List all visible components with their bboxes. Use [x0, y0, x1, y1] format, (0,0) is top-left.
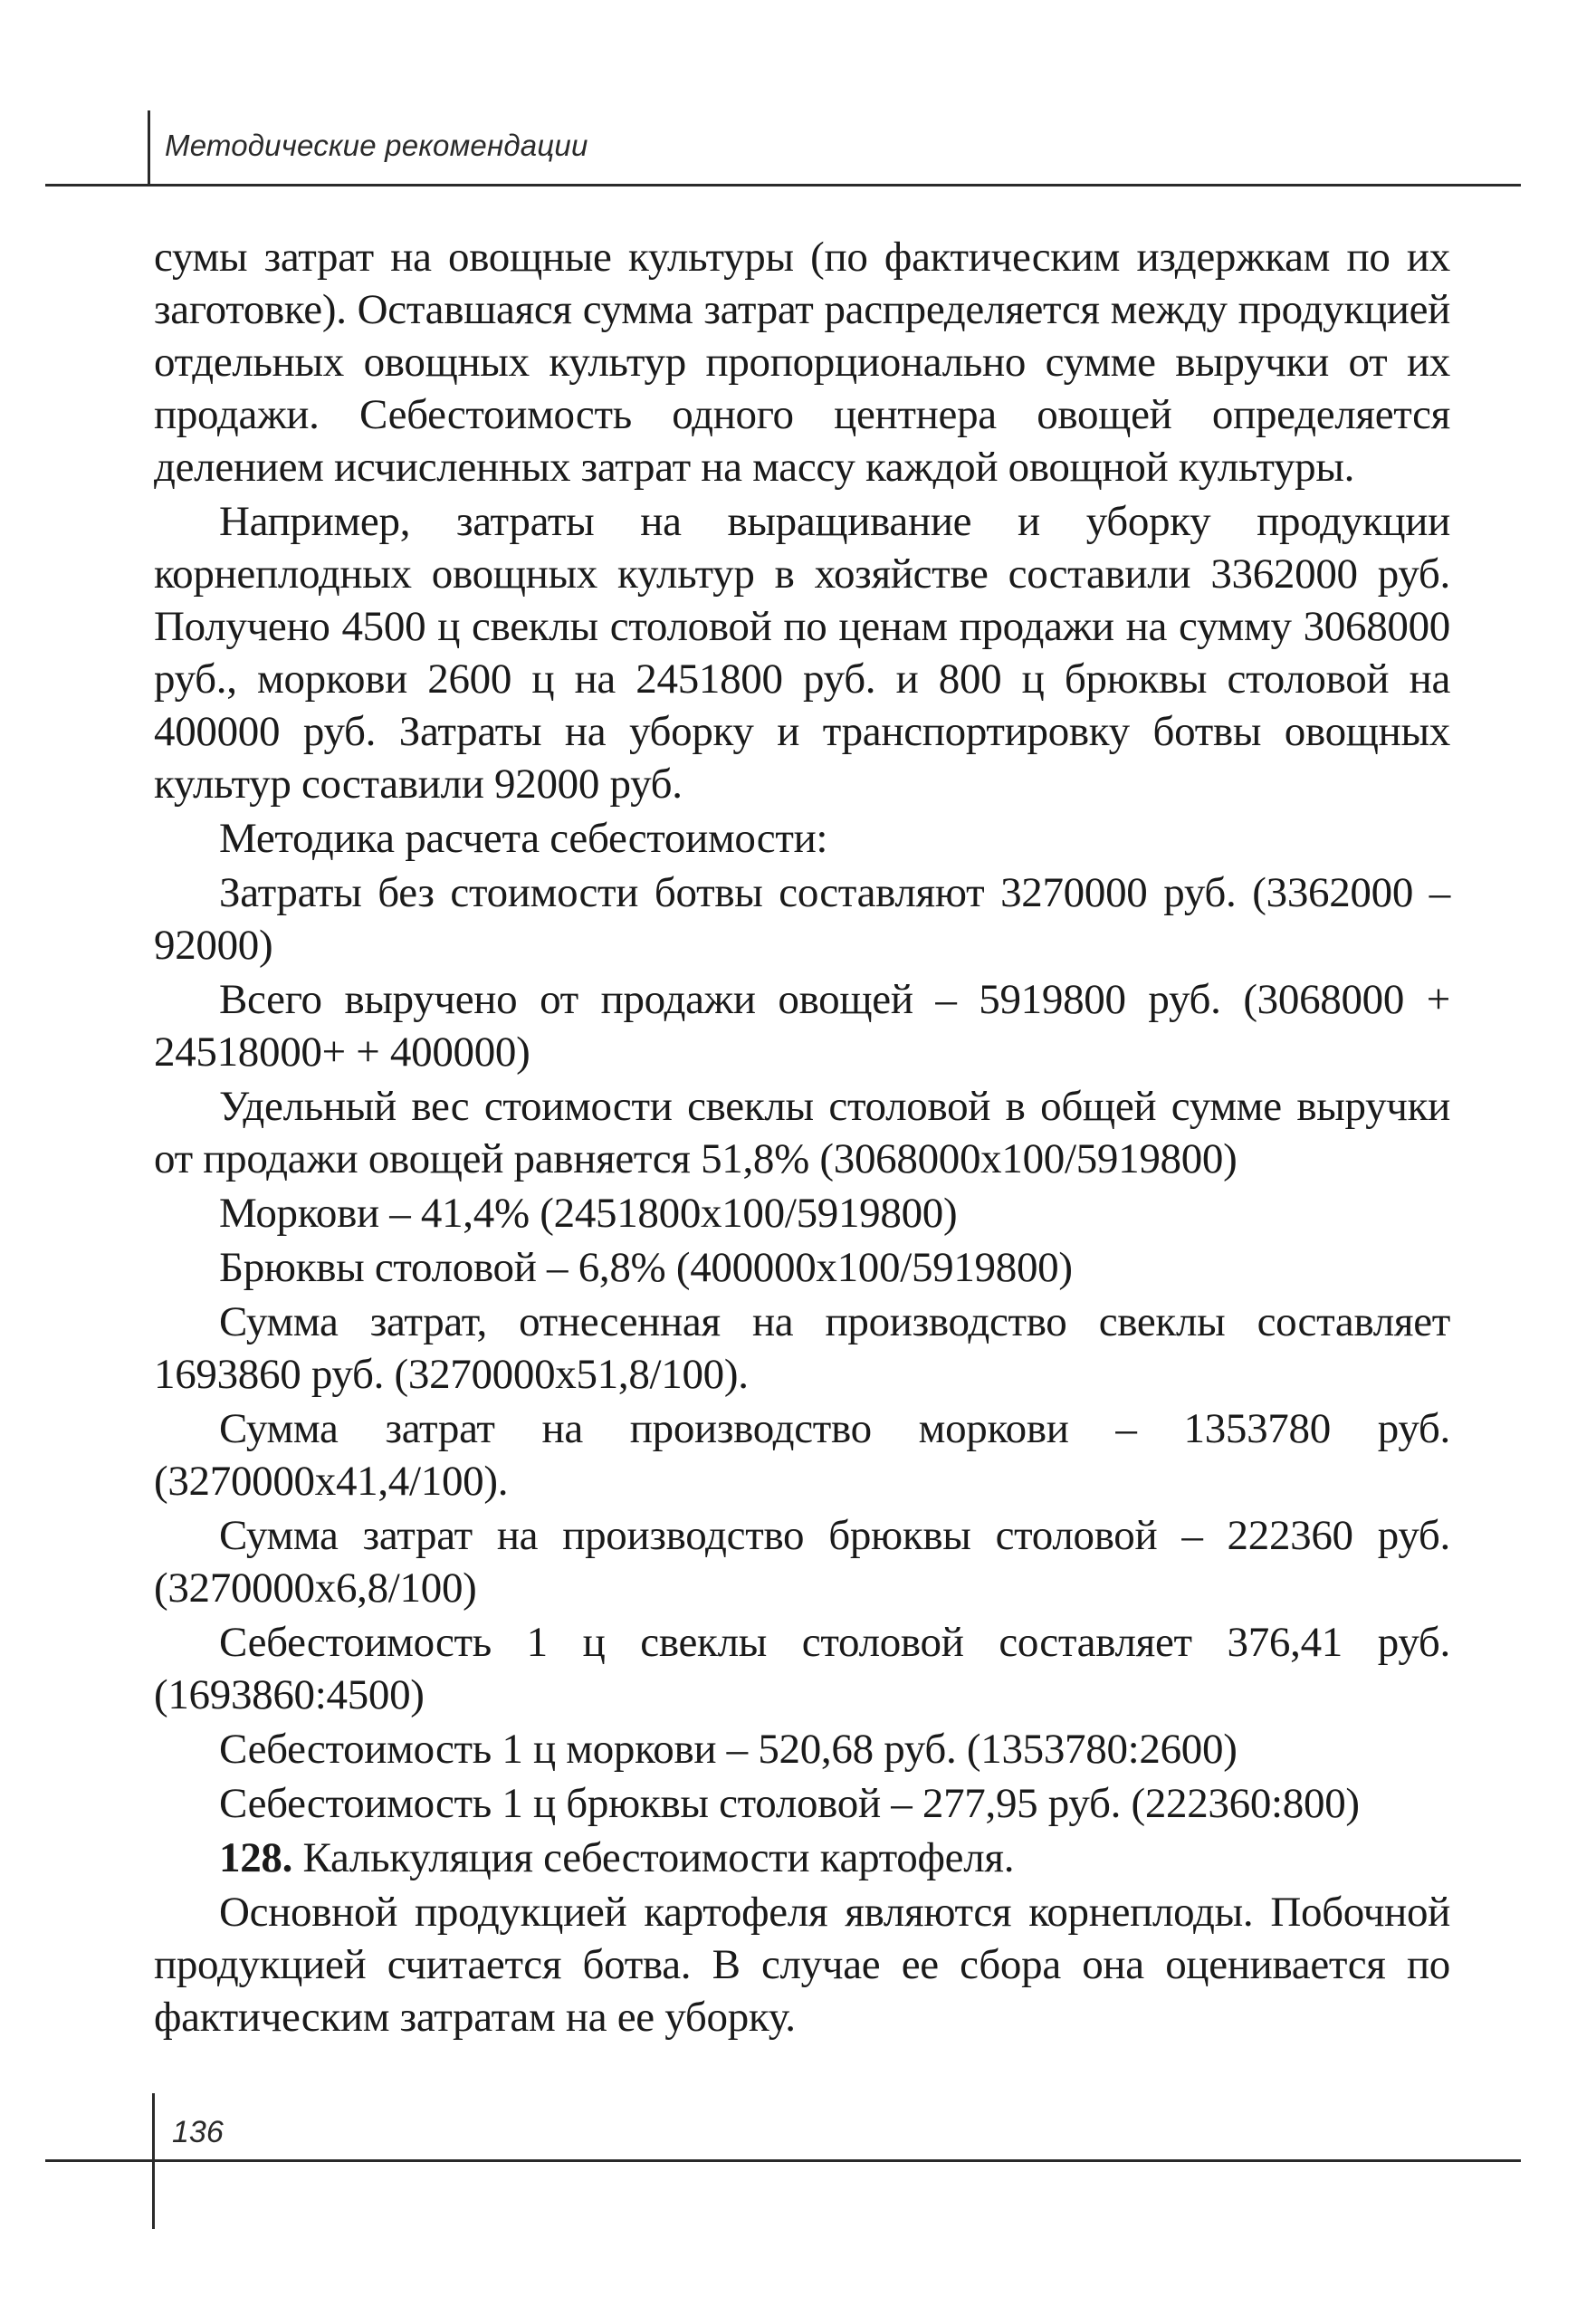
paragraph-beet-share: Удельный вес стоимости свеклы столовой в общей сумме выручки от продажи овощей равняется 51,8% (3068000x100/5919800) — [154, 1083, 1450, 1182]
paragraph-total-revenue: Всего выручено от продажи овощей – 5919800 руб. (3068000 + 24518000+ + 400000) — [154, 976, 1450, 1076]
paragraph-continuation: сумы затрат на овощные культуры (по фактическим издержкам по их заготовке). Оставшаяся сумма затрат распределяется между продукцией отдельных овощных культур пропорционально сумме выручки от их продажи. Себестоимость одного центнера овощей определяется делением исчисленных затрат на массу каждой овощной культуры. — [154, 234, 1450, 491]
footer-horizontal-rule — [45, 2159, 1521, 2162]
paragraph-swede-costs: Сумма затрат на производство брюквы столовой – 222360 руб. (3270000x6,8/100) — [154, 1512, 1450, 1612]
paragraph-carrot-costs: Сумма затрат на производство моркови – 1353780 руб. (3270000x41,4/100). — [154, 1405, 1450, 1505]
paragraph-beet-unit-cost: Себестоимость 1 ц свеклы столовой составляет 376,41 руб. (1693860:4500) — [154, 1619, 1450, 1718]
paragraph-method-title: Методика расчета себестоимости: — [219, 815, 828, 862]
paragraph-swede-unit-cost: Себестоимость 1 ц брюквы столовой – 277,95 руб. (222360:800) — [219, 1780, 1360, 1827]
paragraph-example: Например, затраты на выращивание и уборку продукции корнеплодных овощных культур в хозяйстве составили 3362000 руб. Получено 4500 ц свеклы столовой по ценам продажи на сумму 3068000 руб., моркови 2600 ц на 2451800 руб. и 800 ц брюквы столовой на 400000 руб. Затраты на уборку и транспортировку ботвы овощных культур составили 92000 руб. — [154, 498, 1450, 808]
header-horizontal-rule — [45, 184, 1521, 187]
section-title: Калькуляция себестоимости картофеля. — [292, 1834, 1015, 1881]
page-body — [154, 231, 1450, 2043]
running-header-title: Методические рекомендации — [165, 129, 588, 162]
paragraph-swede-share: Брюквы столовой – 6,8% (400000x100/5919800) — [219, 1244, 1073, 1291]
paragraph-beet-costs: Сумма затрат, отнесенная на производство свеклы составляет 1693860 руб. (3270000x51,8/100). — [154, 1298, 1450, 1398]
paragraph-carrot-share: Моркови – 41,4% (2451800x100/5919800) — [219, 1190, 958, 1237]
paragraph-costs-without-tops: Затраты без стоимости ботвы составляют 3270000 руб. (3362000 – 92000) — [154, 869, 1450, 969]
section-heading — [154, 1832, 1450, 1884]
paragraph-potato-products: Основной продукцией картофеля являются корнеплоды. Побочной продукцией считается ботва. В случае ее сбора она оценивается по фактическим затратам на ее уборку. — [154, 1889, 1450, 2041]
section-number: 128. — [219, 1834, 293, 1881]
paragraph-carrot-unit-cost: Себестоимость 1 ц моркови – 520,68 руб. (1353780:2600) — [219, 1726, 1238, 1773]
page-number: 136 — [172, 2115, 224, 2149]
header-vertical-rule — [148, 110, 150, 185]
